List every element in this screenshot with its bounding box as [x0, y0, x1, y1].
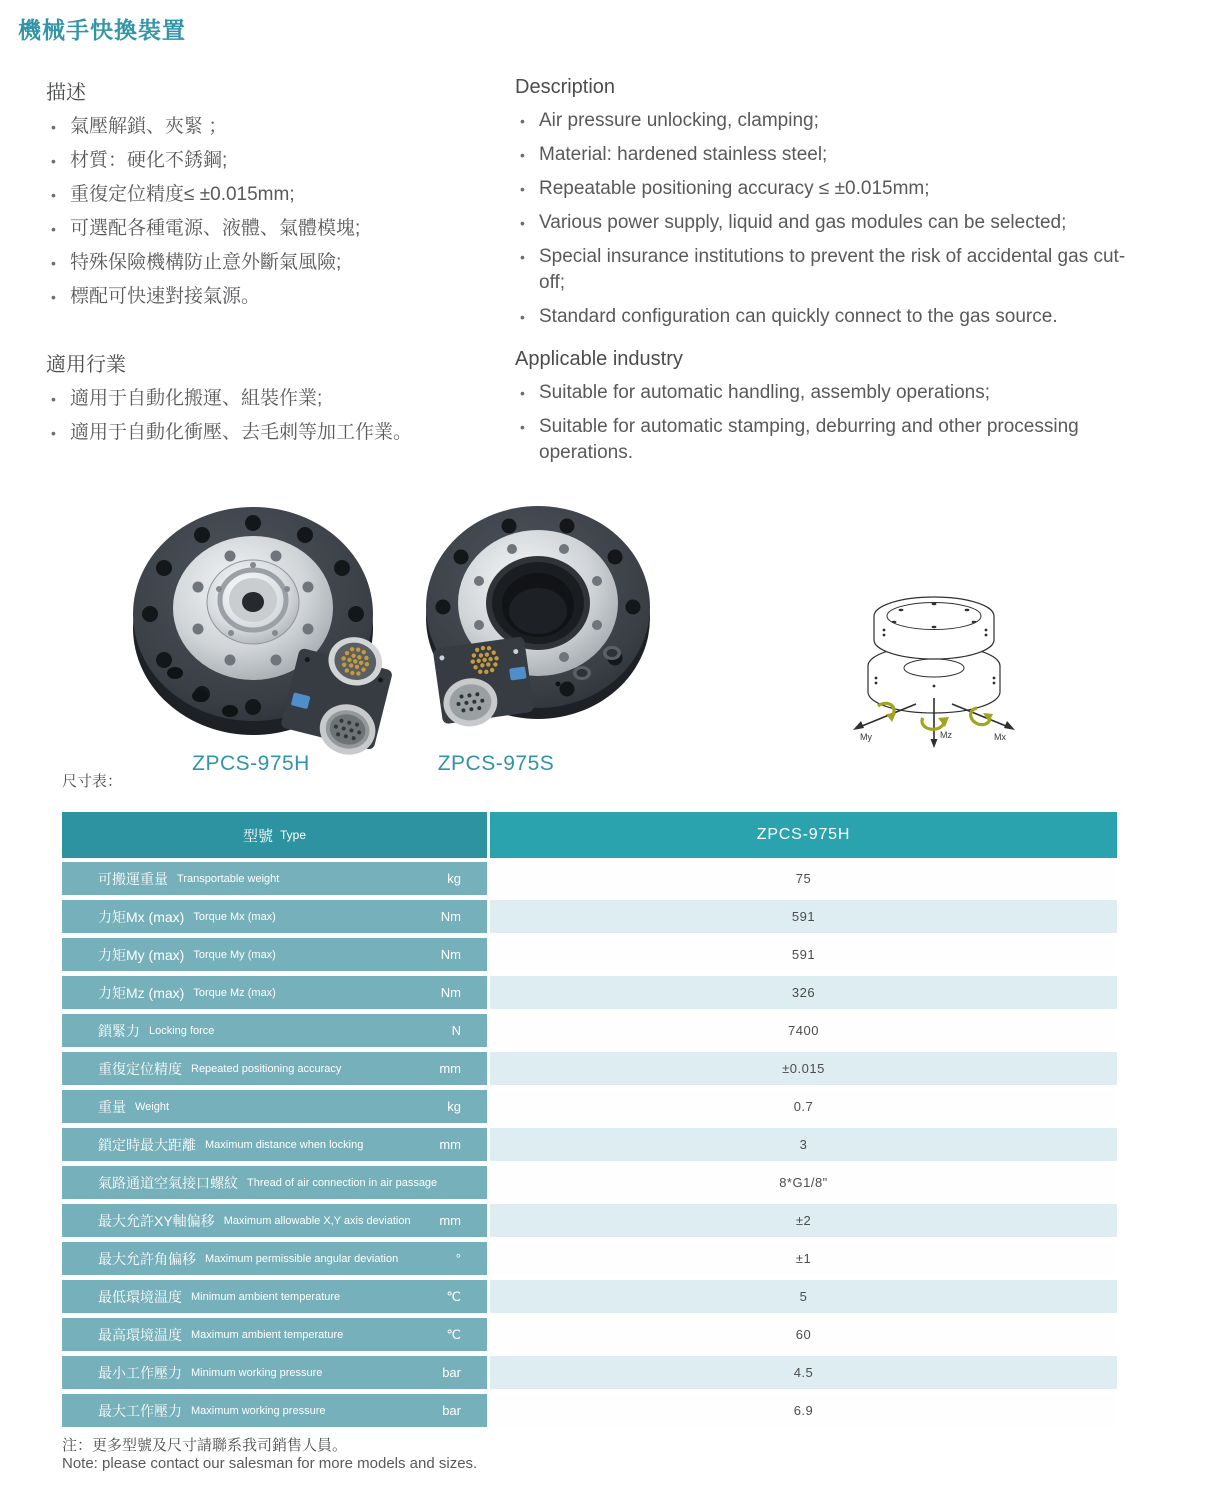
- row-label: [62, 1128, 487, 1161]
- table-row: [62, 1128, 1117, 1161]
- axis-label-mx: Mx: [994, 732, 1006, 742]
- row-label-cn: 鎖緊力: [98, 1022, 140, 1039]
- row-label-cn: 最大工作壓力: [98, 1402, 182, 1419]
- row-label: [62, 1394, 487, 1427]
- model-caption-zpcs975h: ZPCS-975H: [192, 752, 310, 775]
- row-label-en: Torque Mz (max): [193, 986, 276, 999]
- bullet-item: • 標配可快速對接氣源。: [46, 284, 496, 310]
- description-heading-cn: 描述: [46, 82, 86, 104]
- row-label-cn: 重量: [98, 1098, 126, 1115]
- industry-heading-cn: 適用行業: [46, 354, 126, 376]
- row-value: 3: [490, 1128, 1117, 1161]
- row-label-en: Minimum working pressure: [191, 1366, 323, 1379]
- row-label-cn: 最低環境温度: [98, 1288, 182, 1305]
- row-unit: mm: [439, 1061, 461, 1076]
- table-row: [62, 862, 1117, 895]
- table-row: [62, 938, 1117, 971]
- bullet-item: • 特殊保險機構防止意外斷氣風險;: [46, 250, 496, 276]
- row-label: [62, 1318, 487, 1351]
- table-header: [62, 812, 1117, 858]
- table-header-type-cn: 型號: [242, 827, 273, 845]
- row-unit: kg: [447, 871, 461, 886]
- bullet-item: • Repeatable positioning accuracy ≤ ±0.015mm;: [515, 176, 1127, 202]
- row-unit: °: [455, 1251, 461, 1266]
- bullet-item: • Suitable for automatic stamping, deburring and other processing operations.: [515, 414, 1175, 466]
- table-row: [62, 1090, 1117, 1123]
- table-row: [62, 1318, 1117, 1351]
- bullet-item: • Special insurance institutions to prevent the risk of accidental gas cut-off;: [515, 244, 1127, 296]
- row-label: [62, 1280, 487, 1313]
- row-label: [62, 938, 487, 971]
- row-label-en: Maximum working pressure: [191, 1404, 326, 1417]
- row-unit: Nm: [440, 909, 461, 924]
- industry-heading-en: Applicable industry: [515, 348, 683, 370]
- torque-axes-diagram-image: [846, 580, 1022, 752]
- table-body: [62, 862, 1117, 1427]
- row-label: [62, 1090, 487, 1123]
- row-label-en: Transportable weight: [177, 872, 280, 885]
- row-label-en: Maximum distance when locking: [205, 1138, 364, 1151]
- row-value: 6.9: [490, 1394, 1117, 1427]
- row-unit: bar: [442, 1365, 461, 1380]
- row-value: 326: [490, 976, 1117, 1009]
- bullet-item: • Suitable for automatic handling, assembly operations;: [515, 380, 1175, 406]
- row-value: 591: [490, 900, 1117, 933]
- bullet-item: • 適用于自動化搬運、組裝作業;: [46, 386, 496, 412]
- bullet-item: • 可選配各種電源、液體、氣體模塊;: [46, 216, 496, 242]
- table-header-type: [62, 812, 487, 858]
- table-row: [62, 1052, 1117, 1085]
- product-photo-zpcs975s-image: [416, 504, 661, 734]
- row-label-en: Weight: [135, 1100, 170, 1113]
- row-label-cn: 力矩My (max): [98, 946, 185, 963]
- axis-label-my: My: [860, 732, 872, 742]
- row-label-en: Minimum ambient temperature: [191, 1290, 341, 1303]
- footer-notes: [62, 1437, 477, 1473]
- axis-label-mz: Mz: [940, 730, 952, 740]
- industry-section-cn: [46, 348, 496, 454]
- row-label-cn: 氣路通道空氣接口螺紋: [98, 1174, 238, 1191]
- table-header-type-en: Type: [280, 828, 307, 842]
- product-photo-zpcs975h-image: [103, 497, 403, 755]
- row-unit: mm: [439, 1213, 461, 1228]
- row-label-cn: 力矩Mz (max): [98, 984, 185, 1001]
- row-unit: Nm: [440, 947, 461, 962]
- row-unit: kg: [447, 1099, 461, 1114]
- table-row: [62, 1242, 1117, 1275]
- bullet-item: • 適用于自動化衝壓、去毛刺等加工作業。: [46, 420, 496, 446]
- row-label-en: Locking force: [149, 1024, 215, 1037]
- table-row: [62, 900, 1117, 933]
- table-row: [62, 1204, 1117, 1237]
- note-cn: 注：更多型號及尺寸請聯系我司銷售人員。: [62, 1437, 348, 1454]
- bullet-item: • Material: hardened stainless steel;: [515, 142, 1127, 168]
- table-row: [62, 1394, 1117, 1427]
- product-photo-zpcs975h: [103, 497, 403, 760]
- row-value: 5: [490, 1280, 1117, 1313]
- row-value: ±1: [490, 1242, 1117, 1275]
- row-label-cn: 重復定位精度: [98, 1060, 182, 1077]
- row-value: ±2: [490, 1204, 1117, 1237]
- table-header-model: ZPCS-975H: [490, 812, 1117, 858]
- bullet-item: • Air pressure unlocking, clamping;: [515, 108, 1127, 134]
- row-label: [62, 1052, 487, 1085]
- table-row: [62, 976, 1117, 1009]
- row-label-en: Maximum allowable X,Y axis deviation: [223, 1214, 411, 1227]
- row-unit: ℃: [446, 1288, 461, 1304]
- bullet-item: • Various power supply, liquid and gas modules can be selected;: [515, 210, 1127, 236]
- row-value: 591: [490, 938, 1117, 971]
- row-label-cn: 力矩Mx (max): [98, 908, 185, 925]
- table-row: [62, 1014, 1117, 1047]
- table-row: [62, 1166, 1117, 1199]
- row-label-cn: 最大允許XY軸偏移: [98, 1212, 215, 1229]
- row-label: [62, 900, 487, 933]
- description-section-cn: [46, 76, 496, 318]
- row-label-en: Maximum ambient temperature: [191, 1328, 344, 1341]
- row-label: [62, 1204, 487, 1237]
- bullet-item: • 材質：硬化不銹鋼;: [46, 148, 496, 174]
- row-label: [62, 1356, 487, 1389]
- torque-axes-diagram: [846, 580, 1022, 757]
- row-unit: N: [451, 1023, 461, 1038]
- model-caption-zpcs975s: ZPCS-975S: [437, 752, 555, 775]
- row-value: 4.5: [490, 1356, 1117, 1389]
- description-list-en: [515, 108, 1127, 330]
- product-photo-zpcs975s: [416, 504, 661, 739]
- row-unit: bar: [442, 1403, 461, 1418]
- bullet-item: • 重復定位精度≤ ±0.015mm;: [46, 182, 496, 208]
- page-title: 機械手快換裝置: [18, 17, 186, 43]
- row-label-en: Maximum permissible angular deviation: [205, 1252, 399, 1265]
- row-value: 60: [490, 1318, 1117, 1351]
- table-row: [62, 1356, 1117, 1389]
- row-value: ±0.015: [490, 1052, 1117, 1085]
- row-label-en: Torque My (max): [193, 948, 276, 961]
- note-en: Note: please contact our salesman for more models and sizes.: [62, 1455, 478, 1472]
- bullet-item: • Standard configuration can quickly connect to the gas source.: [515, 304, 1127, 330]
- row-value: 75: [490, 862, 1117, 895]
- industry-list-cn: [46, 386, 496, 446]
- row-value: 0.7: [490, 1090, 1117, 1123]
- industry-list-en: [515, 380, 1175, 466]
- row-label: [62, 1166, 487, 1199]
- row-label: [62, 1014, 487, 1047]
- row-label-en: Thread of air connection in air passage: [247, 1176, 438, 1189]
- spec-table: [62, 812, 1117, 1432]
- dimension-table-label: 尺寸表：: [62, 773, 123, 790]
- row-unit: mm: [439, 1137, 461, 1152]
- row-label: [62, 862, 487, 895]
- industry-section-en: [515, 348, 1175, 474]
- row-label: [62, 976, 487, 1009]
- description-section-en: [515, 76, 1127, 338]
- row-label-cn: 可搬運重量: [98, 870, 168, 887]
- row-label-en: Torque Mx (max): [193, 910, 276, 923]
- row-label-cn: 最大允許角偏移: [98, 1250, 196, 1267]
- row-label: [62, 1242, 487, 1275]
- row-label-cn: 最小工作壓力: [98, 1364, 182, 1381]
- row-value: 7400: [490, 1014, 1117, 1047]
- row-label-cn: 鎖定時最大距離: [98, 1136, 196, 1153]
- description-heading-en: Description: [515, 76, 616, 98]
- description-list-cn: [46, 114, 496, 310]
- row-value: 8*G1/8": [490, 1166, 1117, 1199]
- row-label-en: Repeated positioning accuracy: [191, 1062, 342, 1075]
- bullet-item: • 氣壓解鎖、夾緊 ；: [46, 114, 496, 140]
- table-row: [62, 1280, 1117, 1313]
- row-unit: Nm: [440, 985, 461, 1000]
- row-unit: ℃: [446, 1326, 461, 1342]
- row-label-cn: 最高環境温度: [98, 1326, 182, 1343]
